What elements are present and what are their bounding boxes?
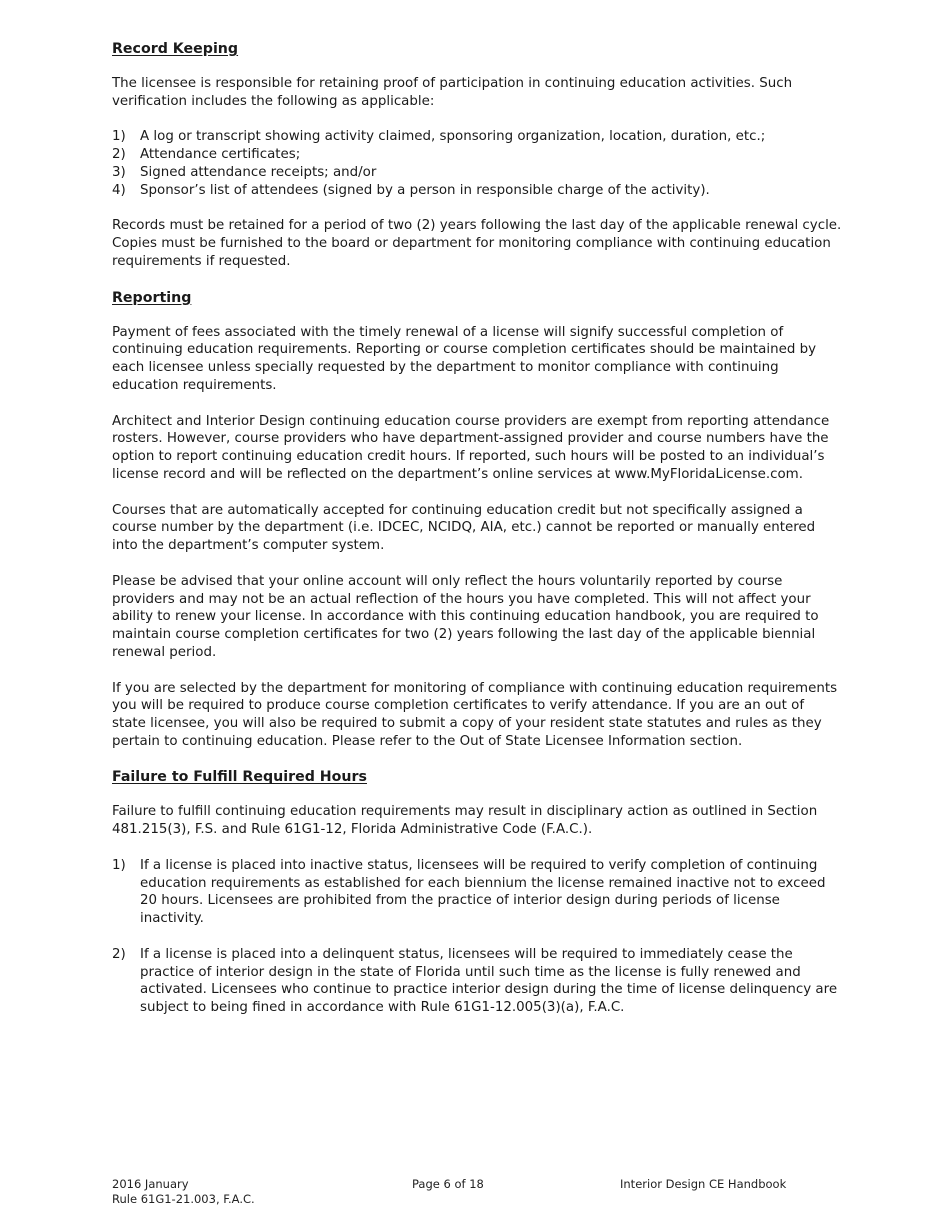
reporting-paragraph-providers: Architect and Interior Design continuing education course providers are exempt from reporting attendance rosters. However, course providers who have department-assigned provider and course numbers have the option to report continuing education credit hours. If reported, such hours will be posted to an individual’s license record and will be reflected on the department’s online services at www.MyFloridaLicense.com. [112, 413, 830, 482]
reporting-paragraph-online-account: Please be advised that your online account will only reflect the hours voluntarily reported by course providers and may not be an actual reflection of the hours you have completed. This will not affect your ability to renew your license. In accordance with this continuing education handbook, you are required to maintain course completion certificates for two (2) years following the last day of the applicable biennial renewal period. [112, 573, 819, 660]
list-item-number: 1) [112, 129, 126, 145]
record-keeping-intro: The licensee is responsible for retaining proof of participation in continuing education activities. Such verification includes the following as applicable: [112, 76, 793, 109]
list-item-number: 1) [112, 857, 126, 873]
record-keeping-section [112, 40, 842, 271]
list-item [112, 182, 842, 200]
list-item-text: Attendance certificates; [140, 147, 301, 163]
list-item-number: 4) [112, 182, 126, 198]
list-item [112, 857, 842, 928]
record-retention-paragraph: Records must be retained for a period of two (2) years following the last day of the applicable renewal cycle. Copies must be furnished to the board or department for monitoring compliance with continuing education requirements if requested. [112, 218, 842, 269]
reporting-paragraph-monitoring: If you are selected by the department for monitoring of compliance with continuing education requirements you will be required to produce course completion certificates to verify attendance. If you are an out of state licensee, you will also be required to submit a copy of your resident state statutes and rules as they pertain to continuing education. Please refer to the Out of State Licensee Information section. [112, 680, 838, 749]
list-item-number: 2) [112, 147, 126, 163]
failure-list [112, 857, 842, 1017]
list-item-text: If a license is placed into inactive status, licensees will be required to verify completion of continuing education requirements as established for each biennium the license remained inactive not to exceed 20 hours. Licensees are prohibited from the practice of interior design during periods of license inactivity. [140, 857, 826, 927]
footer-document-title: Interior Design CE Handbook [620, 1177, 787, 1191]
list-item-number: 3) [112, 164, 126, 180]
list-item [112, 946, 842, 1017]
failure-intro: Failure to fulfill continuing education requirements may result in disciplinary action as outlined in Section 481.215(3), F.S. and Rule 61G1-12, Florida Administrative Code (F.A.C.). [112, 804, 818, 838]
list-item [112, 164, 842, 182]
record-keeping-heading: Record Keeping [112, 41, 239, 57]
reporting-paragraph-accepted-courses: Courses that are automatically accepted for continuing education credit but not specifically assigned a course number by the department (i.e. IDCEC, NCIDQ, AIA, etc.) cannot be reported or manually entered into the department’s computer system. [112, 502, 816, 554]
footer-rule: Rule 61G1-21.003, F.A.C. [112, 1192, 255, 1206]
footer-date: 2016 January [112, 1177, 189, 1191]
list-item-text: Sponsor’s list of attendees (signed by a person in responsible charge of the activity). [140, 182, 710, 198]
reporting-section [112, 289, 842, 751]
list-item-text: If a license is placed into a delinquent status, licensees will be required to immediately cease the practice of interior design in the state of Florida until such time as the license is fully renewed and activated. Licensees who continue to practice interior design during the time of license delinquency are subject to being fined in accordance with Rule 61G1-12.005(3)(a), F.A.C. [140, 946, 838, 1016]
failure-heading: Failure to Fulfill Required Hours [112, 769, 367, 786]
list-item-text: Signed attendance receipts; and/or [140, 164, 377, 180]
page-footer [112, 1177, 842, 1217]
record-keeping-list [112, 128, 842, 199]
document-page [112, 40, 842, 1035]
footer-page-number: Page 6 of 18 [412, 1177, 484, 1191]
footer-left [112, 1177, 255, 1207]
failure-section [112, 768, 842, 1017]
list-item-number: 2) [112, 946, 126, 962]
list-item [112, 146, 842, 164]
list-item [112, 128, 842, 146]
reporting-heading: Reporting [112, 289, 192, 306]
reporting-paragraph-fees: Payment of fees associated with the timely renewal of a license will signify successful completion of continuing education requirements. Reporting or course completion certificates should be maintained by each licensee unless specially requested by the department to monitor compliance with continuing education requirements. [112, 324, 817, 393]
list-item-text: A log or transcript showing activity claimed, sponsoring organization, location, duration, etc.; [140, 129, 766, 145]
